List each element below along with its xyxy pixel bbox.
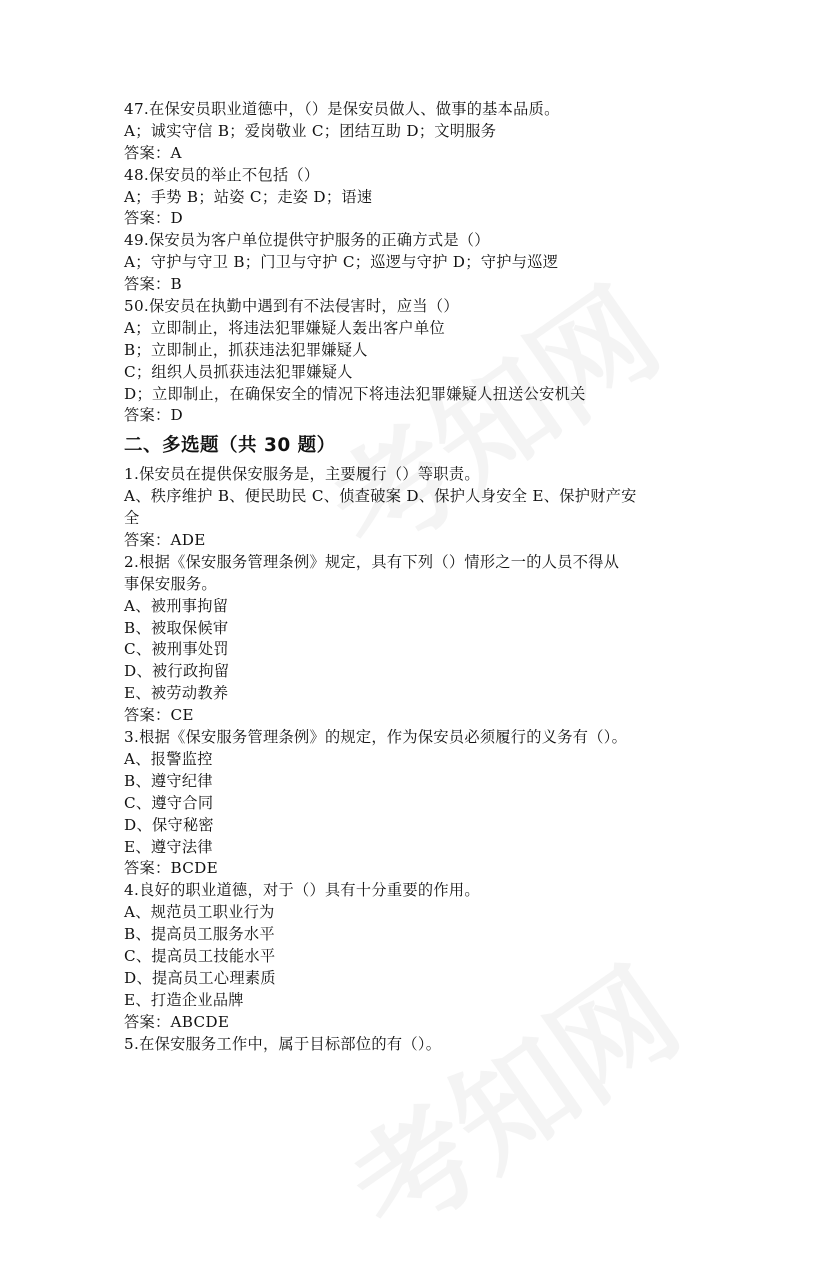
question-block-single-choice	[124, 99, 724, 427]
text-line: 事保安服务。	[124, 574, 217, 593]
text-line: A；手势 B；站姿 C；走姿 D；语速	[124, 187, 373, 206]
text-line: 4.良好的职业道德，对于（）具有十分重要的作用。	[124, 881, 480, 900]
text-line: B；立即制止，抓获违法犯罪嫌疑人	[124, 340, 368, 359]
text-line: C、提高员工技能水平	[124, 946, 276, 965]
text-line: 答案：A	[124, 143, 182, 162]
document-page	[124, 99, 724, 1055]
text-line: B、被取保候审	[124, 618, 229, 637]
text-line: 2.根据《保安服务管理条例》规定，具有下列（）情形之一的人员不得从	[124, 552, 620, 571]
text-line: 47.在保安员职业道德中，（）是保安员做人、做事的基本品质。	[124, 100, 560, 118]
text-line: D、提高员工心理素质	[124, 968, 276, 987]
text-line: 3.根据《保安服务管理条例》的规定，作为保安员必须履行的义务有（）。	[124, 728, 628, 747]
text-line: D、保守秘密	[124, 815, 214, 834]
text-line: C、被刑事处罚	[124, 640, 229, 659]
text-line: 答案：ADE	[124, 531, 206, 550]
text-line: E、遵守法律	[124, 837, 213, 856]
text-line: E、被劳动教养	[124, 684, 229, 703]
text-line: A；立即制止，将违法犯罪嫌疑人轰出客户单位	[124, 318, 446, 337]
text-line: 答案：D	[124, 406, 183, 425]
text-line: B、遵守纪律	[124, 771, 213, 790]
text-line: 答案：D	[124, 209, 183, 228]
text-line: A、被刑事拘留	[124, 596, 229, 615]
text-line: 50.保安员在执勤中遇到有不法侵害时，应当（）	[124, 297, 459, 316]
text-line: D、被行政拘留	[124, 662, 230, 681]
text-line: C、遵守合同	[124, 793, 214, 812]
text-line: 48.保安员的举止不包括（）	[124, 165, 320, 184]
text-line: 49.保安员为客户单位提供守护服务的正确方式是（）	[124, 231, 490, 250]
text-line: 5.在保安服务工作中，属于目标部位的有（）。	[124, 1034, 442, 1053]
text-line: 答案：BCDE	[124, 859, 218, 878]
text-line: A、报警监控	[124, 749, 213, 768]
text-line: 全	[124, 509, 140, 528]
text-line: 1.保安员在提供保安服务是，主要履行（）等职责。	[124, 465, 480, 484]
text-line: 答案：CE	[124, 706, 194, 725]
text-line: D；立即制止，在确保安全的情况下将违法犯罪嫌疑人扭送公安机关	[124, 384, 586, 403]
text-line: A、秩序维护 B、便民助民 C、侦查破案 D、保护人身安全 E、保护财产安	[124, 487, 637, 506]
text-line: 答案：B	[124, 275, 182, 294]
text-line: C；组织人员抓获违法犯罪嫌疑人	[124, 362, 353, 381]
text-line: A、规范员工职业行为	[124, 903, 275, 922]
text-line: B、提高员工服务水平	[124, 925, 275, 944]
question-block-multiple-choice	[124, 464, 724, 1055]
text-line: A；守护与守卫 B；门卫与守护 C；巡逻与守护 D；守护与巡逻	[124, 253, 559, 272]
section-heading: 二、多选题（共 30 题）	[124, 435, 336, 457]
text-line: E、打造企业品牌	[124, 990, 244, 1009]
text-line: A；诚实守信 B；爱岗敬业 C；团结互助 D；文明服务	[124, 121, 497, 140]
text-line: 答案：ABCDE	[124, 1012, 230, 1031]
